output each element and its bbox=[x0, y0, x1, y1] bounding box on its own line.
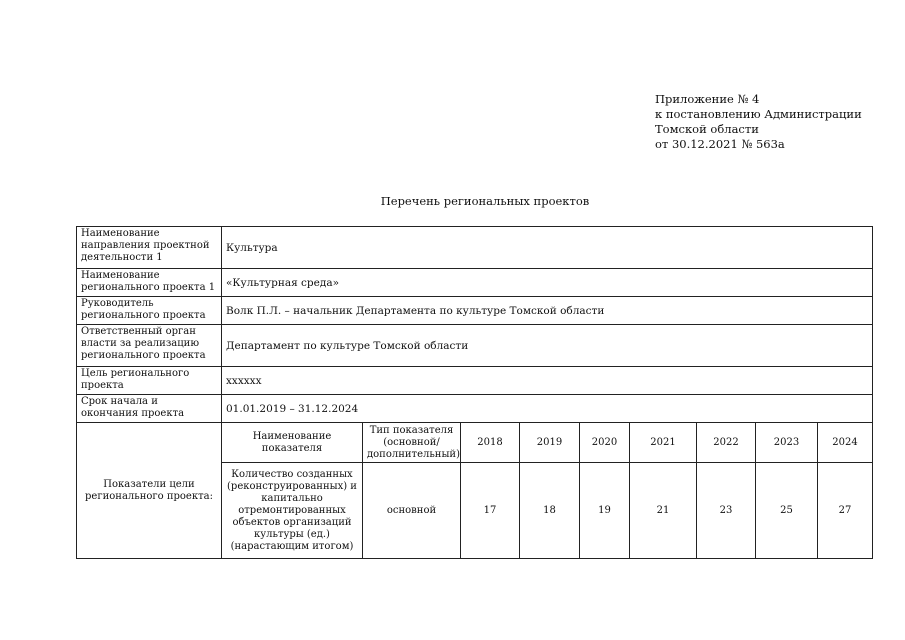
year-header: 2019 bbox=[520, 423, 580, 463]
indicator-type: основной bbox=[363, 463, 461, 559]
appendix-line: к постановлению Администрации bbox=[655, 107, 862, 121]
row-value: Волк П.Л. – начальник Департамента по культуре Томской области bbox=[222, 297, 873, 325]
row-label: Цель регионального проекта bbox=[77, 367, 222, 395]
document-title: Перечень региональных проектов bbox=[380, 194, 590, 208]
row-label: Наименование направления проектной деятельности 1 bbox=[77, 227, 222, 269]
indicator-name: Количество созданных (реконструированных) и капитально отремонтированных объектов организаций культуры (ед.) (нарастающим итогом) bbox=[222, 463, 363, 559]
year-header: 2023 bbox=[756, 423, 818, 463]
year-header: 2018 bbox=[461, 423, 520, 463]
table-row bbox=[77, 269, 873, 297]
indicator-value: 25 bbox=[756, 463, 818, 559]
row-value: Департамент по культуре Томской области bbox=[222, 325, 873, 367]
table-row bbox=[77, 297, 873, 325]
table-row bbox=[77, 325, 873, 367]
row-value: хххххх bbox=[222, 367, 873, 395]
row-label: Наименование регионального проекта 1 bbox=[77, 269, 222, 297]
row-label: Ответственный орган власти за реализацию регионального проекта bbox=[77, 325, 222, 367]
table-row bbox=[77, 395, 873, 423]
appendix-line: Приложение № 4 bbox=[655, 92, 760, 106]
appendix-line: от 30.12.2021 № 563а bbox=[655, 137, 785, 151]
indicators-section-label: Показатели цели регионального проекта: bbox=[77, 423, 222, 559]
indicator-header-row bbox=[77, 423, 873, 463]
indicator-value: 17 bbox=[461, 463, 520, 559]
year-header: 2021 bbox=[630, 423, 697, 463]
appendix-header bbox=[655, 92, 862, 152]
table-row bbox=[77, 367, 873, 395]
indicator-value: 27 bbox=[818, 463, 873, 559]
table-row bbox=[77, 227, 873, 269]
appendix-line: Томской области bbox=[655, 122, 759, 136]
indicator-value: 19 bbox=[580, 463, 630, 559]
indicator-name-header: Наименование показателя bbox=[222, 423, 363, 463]
indicator-value: 23 bbox=[697, 463, 756, 559]
row-value: «Культурная среда» bbox=[222, 269, 873, 297]
year-header: 2024 bbox=[818, 423, 873, 463]
indicator-value: 18 bbox=[520, 463, 580, 559]
row-label: Срок начала и окончания проекта bbox=[77, 395, 222, 423]
row-value: 01.01.2019 – 31.12.2024 bbox=[222, 395, 873, 423]
row-value: Культура bbox=[222, 227, 873, 269]
projects-table bbox=[76, 226, 873, 559]
year-header: 2020 bbox=[580, 423, 630, 463]
year-header: 2022 bbox=[697, 423, 756, 463]
indicator-type-header: Тип показателя (основной/ дополнительный) bbox=[363, 423, 461, 463]
indicator-value: 21 bbox=[630, 463, 697, 559]
row-label: Руководитель регионального проекта bbox=[77, 297, 222, 325]
